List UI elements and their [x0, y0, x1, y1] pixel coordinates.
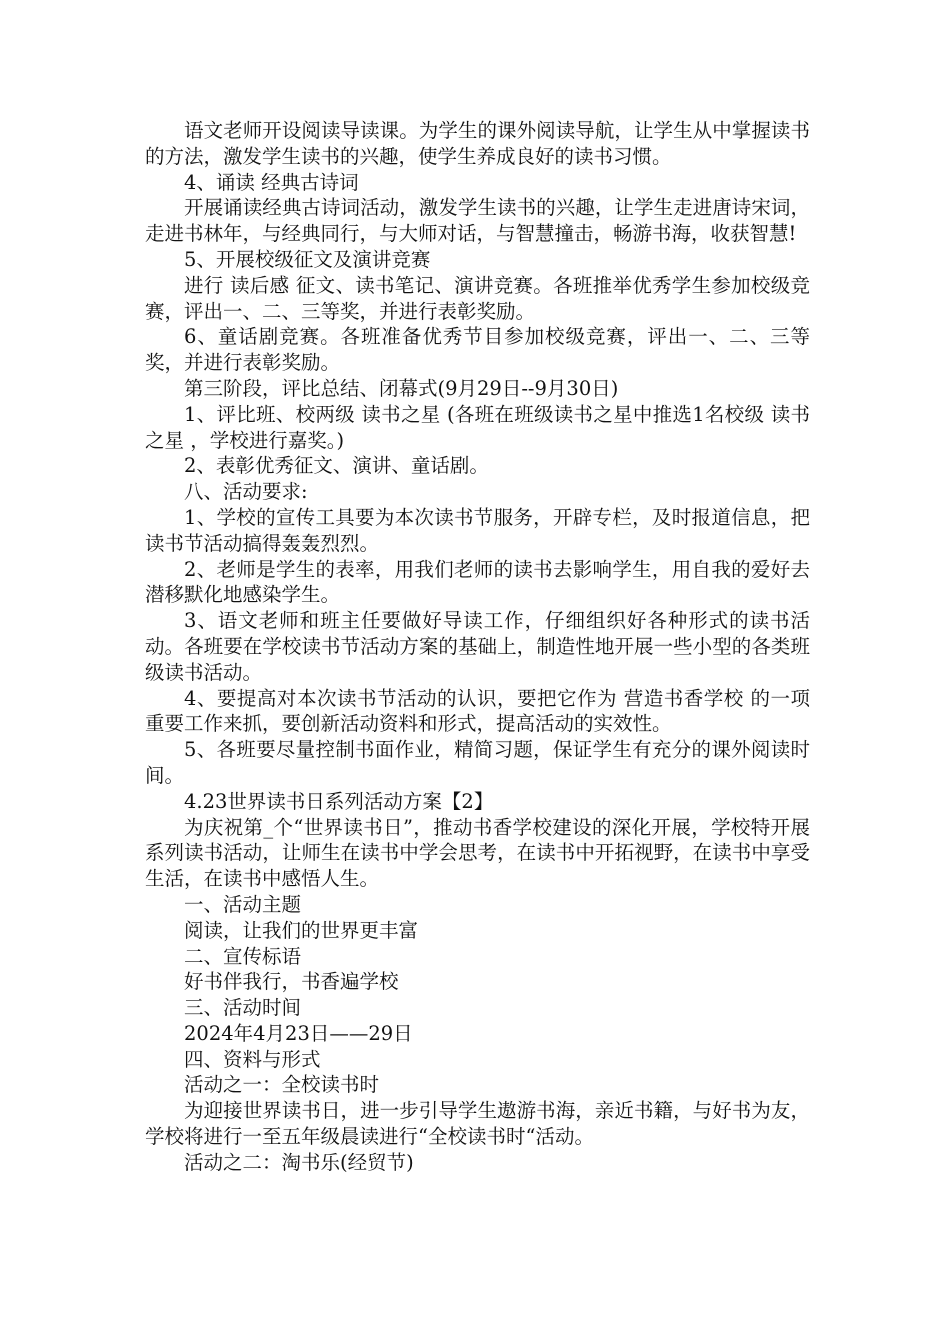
paragraph: 2、老师是学生的表率，用我们老师的读书去影响学生，用自我的爱好去潜移默化地感染学生。 [145, 557, 810, 607]
paragraph: 5、开展校级征文及演讲竞赛 [184, 247, 431, 271]
paragraph: 语文老师开设阅读导读课。为学生的课外阅读导航，让学生从中掌握读书的方法，激发学生读书的兴趣，使学生养成良好的读书习惯。 [145, 119, 810, 168]
paragraph: 为迎接世界读书日，进一步引导学生遨游书海，亲近书籍，与好书为友，学校将进行一至五年级晨读进行“全校读书时“活动。 [145, 1099, 810, 1149]
document-page [145, 118, 810, 1176]
paragraph: 4、要提高对本次读书节活动的认识，要把它作为 营造书香学校 的一项重要工作来抓，要创新活动资料和形式，提高活动的实效性。 [145, 686, 810, 736]
paragraph: 1、学校的宣传工具要为本次读书节服务，开辟专栏，及时报道信息，把读书节活动搞得轰轰烈烈。 [145, 505, 810, 555]
paragraph: 3、语文老师和班主任要做好导读工作，仔细组织好各种形式的读书活动。各班要在学校读书节活动方案的基础上，制造性地开展一些小型的各类班级读书活动。 [145, 609, 810, 684]
section-heading: 三、活动时间 [184, 996, 302, 1020]
paragraph: 活动之一：全校读书时 [184, 1073, 380, 1097]
paragraph: 为庆祝第_个“世界读书日”，推动书香学校建设的深化开展，学校特开展系列读书活动，让师生在读书中学会思考，在读书中开拓视野，在读书中享受生活，在读书中感悟人生。 [145, 815, 810, 891]
paragraph: 开展诵读经典古诗词活动，激发学生读书的兴趣，让学生走进唐诗宋词，走进书林年，与经典同行，与大师对话，与智慧撞击，畅游书海，收获智慧! [145, 196, 810, 246]
paragraph: 6、童话剧竞赛。各班准备优秀节目参加校级竞赛，评出一、二、三等奖，并进行表彰奖励。 [145, 325, 810, 375]
paragraph: 第三阶段，评比总结、闭幕式(9月29日--9月30日) [184, 376, 619, 400]
section-heading: 二、宣传标语 [184, 944, 302, 968]
paragraph: 2024年4月23日——29日 [184, 1021, 413, 1045]
paragraph: 阅读，让我们的世界更丰富 [184, 918, 419, 942]
paragraph: 5、各班要尽量控制书面作业，精简习题，保证学生有充分的课外阅读时间。 [145, 738, 810, 787]
paragraph: 1、评比班、校两级 读书之星 (各班在班级读书之星中推选1名校级 读书之星 ，学校进行嘉奖。) [145, 402, 810, 452]
section-heading: 一、活动主题 [184, 892, 302, 916]
paragraph: 活动之二：淘书乐(经贸节) [184, 1150, 414, 1174]
paragraph: 进行 读后感 征文、读书笔记、演讲竞赛。各班推举优秀学生参加校级竞赛，评出一、二、三等奖，并进行表彰奖励。 [145, 273, 810, 323]
paragraph: 八、活动要求: [184, 480, 308, 504]
paragraph: 4、诵读 经典古诗词 [184, 170, 359, 194]
paragraph: 2、表彰优秀征文、演讲、童话剧。 [184, 454, 489, 478]
paragraph: 好书伴我行，书香遍学校 [184, 970, 399, 994]
section-heading: 4.23世界读书日系列活动方案【2】 [184, 789, 494, 813]
section-heading: 四、资料与形式 [184, 1047, 321, 1071]
